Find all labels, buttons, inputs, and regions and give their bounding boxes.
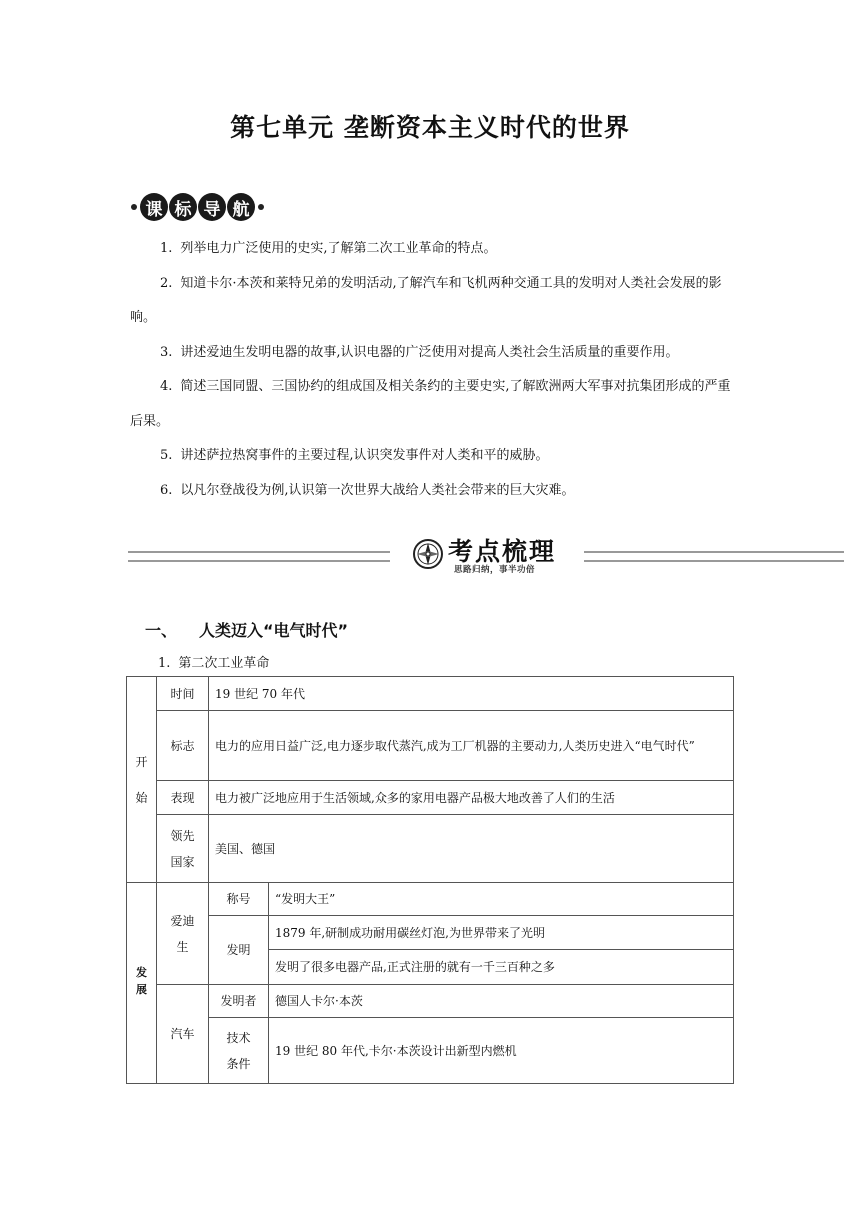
- table-value-cell: 电力被广泛地应用于生活领域,众多的家用电器产品极大地改善了人们的生活: [209, 781, 734, 815]
- list-item-number: 6.: [160, 482, 173, 498]
- table-key-cell: 领先 国家: [157, 815, 209, 883]
- badge-dot-right: [258, 204, 264, 210]
- development-label: 发 展: [136, 966, 147, 996]
- page-title: 第七单元 垄断资本主义时代的世界: [230, 113, 630, 142]
- section-title: 人类迈入“电气时代”: [199, 621, 349, 640]
- section-heading: [145, 618, 348, 641]
- standards-list: [130, 232, 735, 508]
- badge-char: 标: [169, 193, 197, 221]
- table-value-cell: “发明大王”: [269, 883, 734, 916]
- table-key-cell: 时间: [157, 677, 209, 711]
- list-item: [130, 370, 735, 439]
- table-key-cell: 技术 条件: [209, 1018, 269, 1084]
- table-row: [127, 815, 734, 883]
- section-number: 一、: [145, 621, 178, 640]
- table-value-cell: 1879 年,研制成功耐用碳丝灯泡,为世界带来了光明: [269, 916, 734, 950]
- table-value-cell: 19 世纪 80 年代,卡尔·本茨设计出新型内燃机: [269, 1018, 734, 1084]
- table-key-cell: 表现: [157, 781, 209, 815]
- table-value-cell: 美国、德国: [209, 815, 734, 883]
- list-item-number: 2.: [160, 275, 173, 291]
- industrial-revolution-table: [126, 676, 734, 1084]
- list-item-number: 3.: [160, 344, 173, 360]
- list-item-text: 讲述萨拉热窝事件的主要过程,认识突发事件对人类和平的威胁。: [180, 448, 549, 463]
- course-standards-badge: [128, 193, 270, 221]
- table-key-cell: 标志: [157, 711, 209, 781]
- table-value-cell: 电力的应用日益广泛,电力逐步取代蒸汽,成为工厂机器的主要动力,人类历史进入“电气时代”: [209, 711, 734, 781]
- divider-heading: 考点梳理: [448, 537, 557, 566]
- subsection-heading: [158, 652, 269, 671]
- list-item-number: 4.: [160, 379, 173, 394]
- badge-char: 航: [227, 193, 255, 221]
- table-key-cell: 发明者: [209, 985, 269, 1018]
- table-row: [127, 711, 734, 781]
- list-item-text: 以凡尔登战役为例,认识第一次世界大战给人类社会带来的巨大灾难。: [180, 482, 575, 498]
- table-key-cell: 发明: [209, 916, 269, 985]
- subsection-title: 第二次工业革命: [178, 656, 270, 671]
- table-row: [127, 677, 734, 711]
- development-label-cell: [127, 883, 157, 1084]
- divider-line-right: [584, 551, 844, 562]
- list-item: [130, 336, 735, 371]
- compass-icon: [412, 538, 444, 570]
- edison-name-cell: 爱迪 生: [157, 883, 209, 985]
- table-row: [127, 985, 734, 1018]
- table-value-cell: 德国人卡尔·本茨: [269, 985, 734, 1018]
- divider-line-left: [128, 551, 390, 562]
- subsection-number: 1.: [158, 656, 171, 671]
- table-row: [127, 883, 734, 916]
- badge-dot-left: [131, 204, 137, 210]
- badge-char: 课: [140, 193, 168, 221]
- badge-char: 导: [198, 193, 226, 221]
- list-item-text: 简述三国同盟、三国协约的组成国及相关条约的主要史实,了解欧洲两大军事对抗集团形成的严重后果。: [130, 379, 731, 429]
- list-item-number: 5.: [160, 448, 173, 463]
- car-name-cell: 汽车: [157, 985, 209, 1084]
- table-row: [127, 781, 734, 815]
- list-item: [130, 267, 735, 336]
- table-row: [127, 1018, 734, 1084]
- table-row: [127, 916, 734, 950]
- list-item-text: 讲述爱迪生发明电器的故事,认识电器的广泛使用对提高人类社会生活质量的重要作用。: [180, 344, 679, 360]
- list-item: [130, 474, 735, 509]
- table-value-cell: 发明了很多电器产品,正式注册的就有一千三百种之多: [269, 950, 734, 985]
- divider-subtitle: 思路归纳，事半功倍: [454, 565, 536, 575]
- start-label: 开 始: [135, 754, 148, 805]
- list-item-text: 列举电力广泛使用的史实,了解第二次工业革命的特点。: [180, 241, 497, 256]
- list-item-text: 知道卡尔·本茨和莱特兄弟的发明活动,了解汽车和飞机两种交通工具的发明对人类社会发展的影响。: [130, 275, 722, 325]
- table-key-cell: 称号: [209, 883, 269, 916]
- list-item-number: 1.: [160, 241, 173, 256]
- list-item: [130, 439, 735, 474]
- list-item: [130, 232, 735, 267]
- section-divider-banner: [128, 534, 844, 578]
- start-label-cell: [127, 677, 157, 883]
- table-value-cell: 19 世纪 70 年代: [209, 677, 734, 711]
